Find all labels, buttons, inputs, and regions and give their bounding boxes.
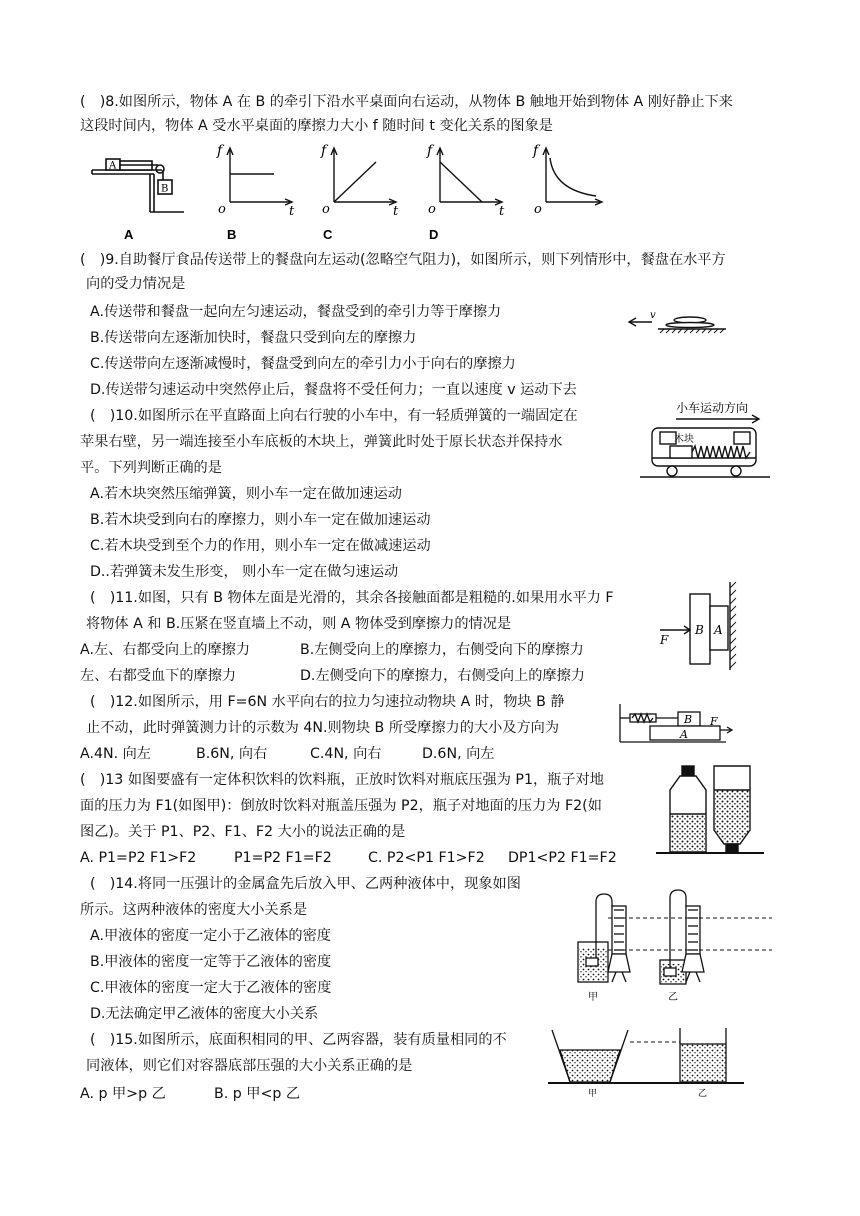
q11-block-b-label: B	[695, 623, 704, 637]
q13-option-b: P1=P2 F1=F2	[234, 850, 332, 866]
q14-option-b: B.甲液体的密度一定等于乙液体的密度	[90, 954, 332, 970]
q12-block-a-label: A	[680, 728, 688, 741]
q9-stem-line2: 向的受力情况是	[86, 276, 186, 292]
q11-stem-line2: 将物体 A 和 B.压紧在竖直墙上不动，则 A 物体受到摩擦力的情况是	[86, 616, 512, 632]
q11-force-label: F	[660, 633, 669, 647]
q10-stem-line1: ( )10.如图所示在平直路面上向右行驶的小车中，有一轻质弹簧的一端固定在	[90, 408, 578, 424]
q9-figure	[624, 302, 734, 342]
q8-graph-d-f: f	[427, 143, 433, 159]
q15-stem-line1: ( )15.如图所示，底面积相同的甲、乙两容器，装有质量相同的不	[90, 1032, 507, 1048]
q14-stem-line1: ( )14.将同一压强计的金属盒先后放入甲、乙两种液体中，现象如图	[90, 876, 521, 892]
q14-figure	[572, 888, 772, 1006]
q8-block-a: A	[109, 160, 117, 172]
q12-block-b-label: B	[684, 713, 693, 726]
q15-stem-line2: 同液体，则它们对容器底部压强的大小关系正确的是	[86, 1058, 413, 1074]
q10-stem-line3: 平。下列判断正确的是	[80, 460, 222, 476]
q13-bottle-inverted	[714, 766, 750, 852]
q11-option-b: B.左侧受向上的摩擦力，右侧受向下的摩擦力	[300, 642, 584, 658]
q14-label-jia: 甲	[588, 992, 598, 1003]
q8-caption-d: D	[429, 227, 439, 242]
q8-graph-b-f: f	[217, 143, 223, 159]
q8-stem-line1: ( )8.如图所示，物体 A 在 B 的牵引下沿水平桌面向右运动，从物体 B 触地开始到物体 A 刚好静止下来	[80, 94, 733, 110]
q8-apparatus	[92, 159, 184, 212]
q12-option-a: A.4N. 向左	[80, 746, 151, 762]
q13-stem-line3: 图乙)。关于 P1、P2、F1、F2 大小的说法正确的是	[80, 824, 406, 840]
q11-stem-line1: ( )11.如图，只有 B 物体左面是光滑的，其余各接触面都是粗糙的.如果用水平力 F	[90, 590, 614, 606]
q12-option-b: B.6N, 向右	[196, 746, 268, 762]
q8-graph-b	[227, 148, 292, 205]
q15-container-yi	[680, 1028, 726, 1082]
q14-option-d: D.无法确定甲乙液体的密度大小关系	[90, 1006, 319, 1022]
q9-option-b: B.传送带向左逐渐加快时，餐盘只受到向左的摩擦力	[90, 330, 417, 346]
q15-figure	[546, 1024, 746, 1100]
q10-option-c: C.若木块受到至个力的作用，则小车一定在做减速运动	[90, 538, 431, 554]
q8-graph-d	[437, 148, 502, 205]
q9-option-a: A.传送带和餐盘一起向左匀速运动，餐盘受到的牵引力等于摩擦力	[90, 304, 502, 320]
q8-graph-c-o: o	[322, 202, 330, 217]
q8-graph-c-t: t	[393, 204, 399, 219]
q11-wall-hatch	[730, 582, 736, 668]
q10-option-a: A.若木块突然压缩弹簧，则小车一定在做加速运动	[90, 486, 402, 502]
q8-graph-c-f: f	[321, 143, 327, 159]
q8-graph-curve	[543, 148, 602, 205]
q13-option-a: A. P1=P2 F1>F2	[80, 850, 197, 866]
q14-option-c: C.甲液体的密度一定大于乙液体的密度	[90, 980, 332, 996]
q8-graph-e-o: o	[534, 202, 542, 217]
q15-option-b: B. p 甲<p 乙	[214, 1086, 301, 1102]
q13-option-c: C. P2<P1 F1>F2	[368, 850, 485, 866]
q12-stem-line2: 止不动，此时弹簧测力计的示数为 4N.则物块 B 所受摩擦力的大小及方向为	[86, 720, 560, 736]
q9-stem-line1: ( )9.自助餐厅食品传送带上的餐盘向左运动(忽略空气阻力)，如图所示，则下列情形中，餐盘在水平方	[80, 252, 726, 268]
q10-option-d: D..若弹簧未发生形变， 则小车一定在做匀速运动	[90, 564, 399, 580]
q9-velocity-label: v	[650, 310, 656, 321]
q9-option-c: C.传送带向左逐渐减慢时，餐盘受到向左的牵引力小于向右的摩擦力	[90, 356, 516, 372]
q13-option-d: DP1<P2 F1=F2	[508, 850, 617, 866]
q11-option-c: 左、右都受血下的摩擦力	[80, 668, 237, 684]
q14-setup-jia	[578, 894, 630, 982]
q14-label-yi: 乙	[668, 992, 678, 1003]
q15-label-yi: 乙	[698, 1089, 708, 1099]
q14-stem-line2: 所示。这两种液体的密度大小关系是	[80, 902, 308, 918]
q8-graph-e-f: f	[533, 143, 539, 159]
q8-caption-b: B	[227, 227, 237, 242]
q8-figure	[84, 140, 604, 242]
q13-figure	[656, 760, 764, 868]
q11-option-a: A.左、右都受向上的摩擦力	[80, 642, 251, 658]
q8-graph-c	[331, 148, 396, 205]
q15-label-jia: 甲	[588, 1089, 598, 1099]
q8-graph-b-o: o	[218, 202, 226, 217]
q8-block-b: B	[161, 183, 169, 195]
q15-container-jia	[552, 1030, 628, 1082]
q13-bottle-upright	[670, 766, 706, 852]
q10-stem-line2: 苹果右壁，另一端连接至小车底板的木块上，弹簧此时处于原长状态并保持水	[80, 434, 563, 450]
q13-stem-line1: ( )13 如图要盛有一定体积饮料的饮料瓶，正放时饮料对瓶底压强为 P1，瓶子对地	[80, 772, 604, 788]
q8-graph-b-t: t	[289, 204, 295, 219]
q14-option-a: A.甲液体的密度一定小于乙液体的密度	[90, 928, 331, 944]
q12-option-c: C.4N, 向右	[310, 746, 382, 762]
q11-block-a-label: A	[714, 623, 723, 637]
q11-option-d: D.左侧受向下的摩擦力，右侧受向上的摩擦力	[300, 668, 585, 684]
q8-caption-a: A	[124, 227, 134, 242]
q14-setup-yi	[660, 890, 704, 984]
q10-direction-label: 小车运动方向	[676, 401, 749, 415]
q12-stem-line1: ( )12.如图所示，用 F=6N 水平向右的拉力匀速拉动物块 A 时，物块 B 静	[90, 694, 565, 710]
q12-force-label: F	[710, 715, 718, 728]
q8-graph-d-t: t	[499, 204, 505, 219]
q10-figure	[640, 394, 770, 484]
q11-figure	[656, 578, 746, 672]
q8-caption-c: C	[323, 227, 333, 242]
q10-option-b: B.若木块受到向右的摩擦力，则小车一定在做加速运动	[90, 512, 431, 528]
q13-stem-line2: 面的压力为 F1(如图甲)：倒放时饮料对瓶盖压强为 P2，瓶子对地面的压力为 F2(如	[80, 798, 602, 814]
q9-option-d: D.传送带匀速运动中突然停止后，餐盘将不受任何力；一直以速度 v 运动下去	[90, 382, 577, 398]
q15-option-a: A. p 甲>p 乙	[80, 1086, 166, 1102]
q12-figure	[614, 700, 734, 748]
q12-option-d: D.6N, 向左	[422, 746, 495, 762]
q10-block-label: 木块	[674, 434, 694, 445]
q8-graph-d-o: o	[428, 202, 436, 217]
q8-stem-line2: 这段时间内，物体 A 受水平桌面的摩擦力大小 f 随时间 t 变化关系的图象是	[80, 118, 553, 134]
